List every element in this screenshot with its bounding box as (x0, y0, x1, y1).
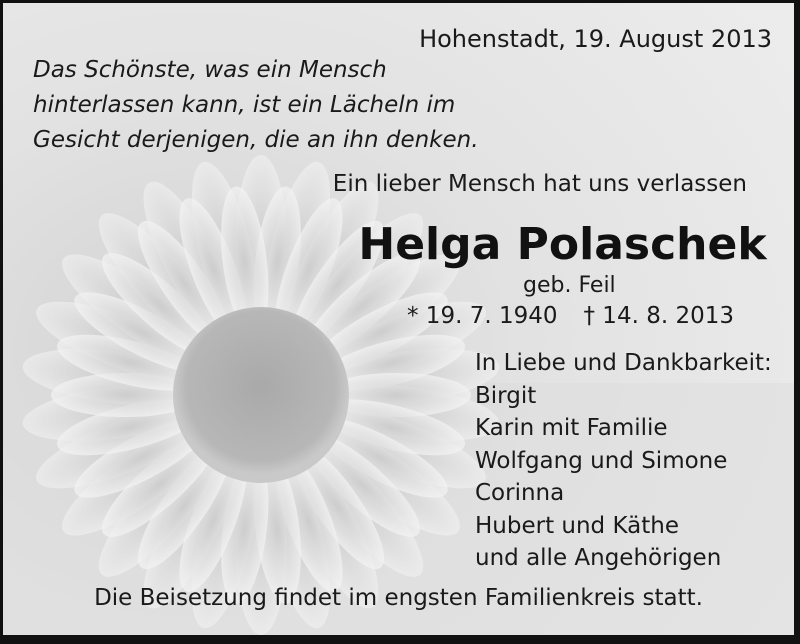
quote (33, 53, 479, 158)
mourner: Wolfgang und Simone (475, 447, 728, 474)
place-and-date: Hohenstadt, 19. August 2013 (419, 25, 772, 53)
mourners-heading: In Liebe und Dankbarkeit: (475, 350, 772, 376)
mourner: Hubert und Käthe (475, 512, 679, 539)
mourner: Karin mit Familie (475, 415, 668, 441)
intro-line: Ein lieber Mensch hat uns verlassen (332, 171, 747, 197)
death-date: † 14. 8. 2013 (583, 303, 734, 329)
sunflower-center (173, 307, 349, 483)
funeral-note: Die Beisetzung findet im engsten Familienkreis statt. (94, 585, 703, 611)
mourners-list (475, 347, 772, 575)
quote-line: Gesicht derjenigen, die an ihn denken. (33, 127, 479, 153)
mourner: Birgit (475, 382, 537, 409)
life-dates (407, 303, 734, 329)
quote-line: Das Schönste, was ein Mensch (33, 57, 387, 83)
deceased-name: Helga Polaschek (358, 219, 767, 270)
quote-line: hinterlassen kann, ist ein Lächeln im (33, 92, 456, 118)
birth-name: geb. Feil (523, 273, 616, 298)
birth-date: * 19. 7. 1940 (407, 303, 558, 329)
mourner: Corinna (475, 480, 565, 506)
mourner: und alle Angehörigen (475, 545, 722, 571)
